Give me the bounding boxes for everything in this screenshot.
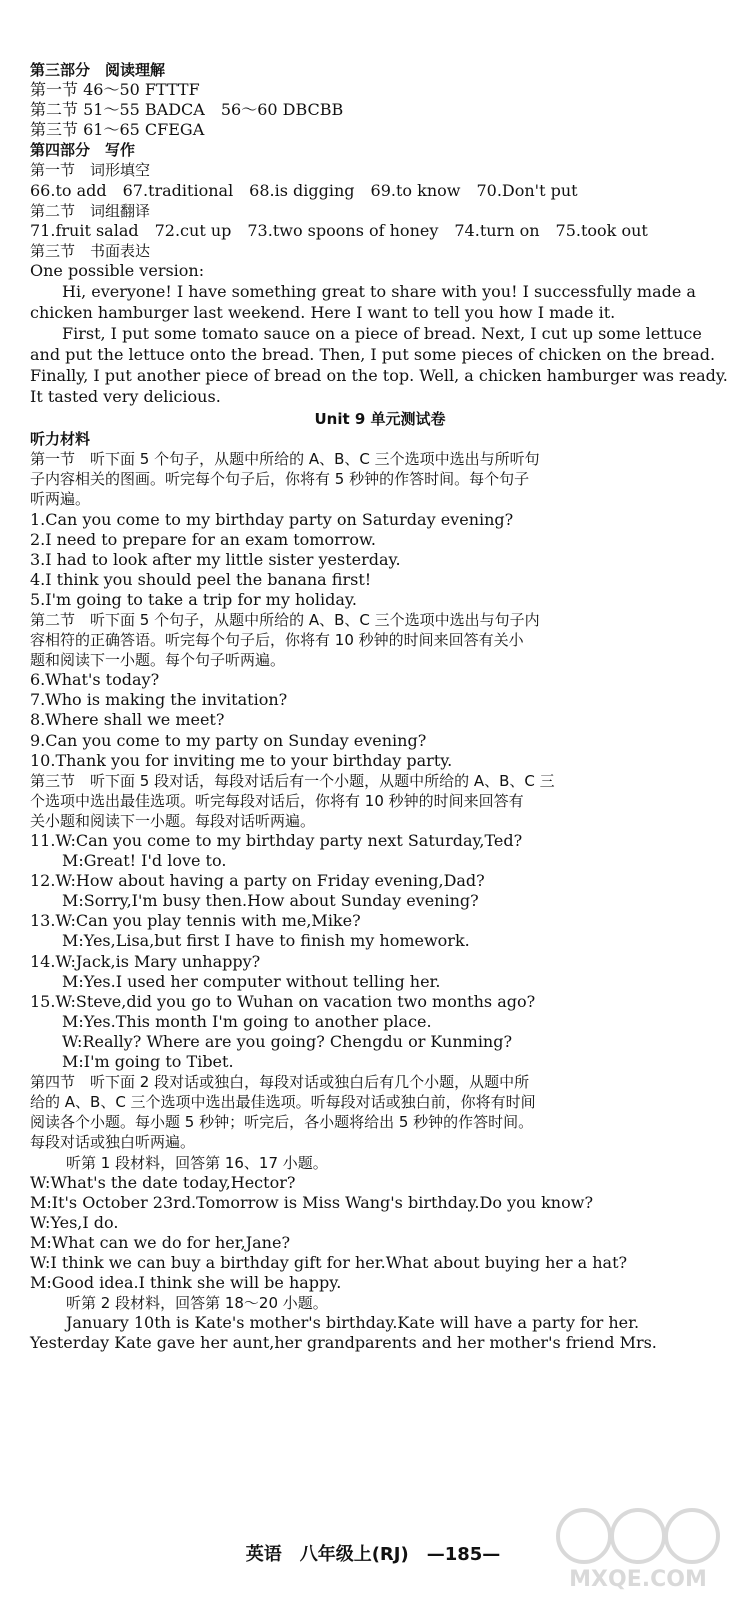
section1-instr-2: 子内容相关的图画。听完每个句子后，你将有 5 秒钟的作答时间。每个句子 <box>30 470 530 489</box>
question-12-m: M:Sorry,I'm busy then.How about Sunday evening? <box>62 891 479 911</box>
section2-instr-2: 容相符的正确答语。听完每个句子后，你将有 10 秒钟的时间来回答有关小 <box>30 631 524 650</box>
page-footer: 英语 八年级上(RJ) —185— <box>245 1544 501 1565</box>
question-5: 5.I'm going to take a trip for my holiday. <box>30 589 357 609</box>
dialogue-line-1: W:What's the date today,Hector? <box>30 1172 296 1192</box>
question-15-m1: M:Yes.This month I'm going to another place. <box>62 1011 432 1031</box>
dialogue-line-6: M:Good idea.I think she will be happy. <box>30 1273 342 1293</box>
dialogue-line-2: M:It's October 23rd.Tomorrow is Miss Wang's birthday.Do you know? <box>30 1192 594 1212</box>
section3-instr-2: 个选项中选出最佳选项。听完每段对话后，你将有 10 秒钟的时间来回答有 <box>30 791 524 810</box>
section2-instr-3: 题和阅读下一小题。每个句子听两遍。 <box>30 651 286 670</box>
question-13-w: 13.W:Can you play tennis with me,Mike? <box>30 911 361 931</box>
section4-instr-1: 第四节 听下面 2 段对话或独白，每段对话或独白后有几个小题，从题中所 <box>30 1073 530 1092</box>
question-9: 9.Can you come to my party on Sunday evening? <box>30 730 427 750</box>
section3-instr-1: 第三节 听下面 5 段对话，每段对话后有一个小题，从题中所给的 A、B、C 三 <box>30 771 555 790</box>
essay-version-label: One possible version: <box>30 260 205 280</box>
dialogue-line-4: M:What can we do for her,Jane? <box>30 1232 291 1252</box>
question-15-w: 15.W:Steve,did you go to Wuhan on vacation two months ago? <box>30 991 536 1011</box>
unit-title: Unit 9 单元测试卷 <box>314 410 446 429</box>
question-7: 7.Who is making the invitation? <box>30 690 288 710</box>
question-14-w: 14.W:Jack,is Mary unhappy? <box>30 951 261 971</box>
section4-instr-2: 给的 A、B、C 三个选项中选出最佳选项。听每段对话或独白前，你将有时间 <box>30 1093 536 1112</box>
watermark-text: MXQE.COM <box>569 1567 707 1592</box>
dialogue-line-5: W:I think we can buy a birthday gift for her.What about buying her a hat? <box>30 1252 628 1272</box>
dialogue-line-3: W:Yes,I do. <box>30 1212 119 1232</box>
part4-sec2-title: 第二节 词组翻译 <box>30 201 151 220</box>
question-6: 6.What's today? <box>30 670 160 690</box>
part3-heading: 第三部分 阅读理解 <box>30 61 166 79</box>
material-2-title: 听第 2 段材料，回答第 18～20 小题。 <box>66 1294 328 1313</box>
essay-paragraph-1: Hi, everyone! I have something great to share with you! I successfully made a chicken hamburger last weekend. Here I want to tell you how I made it. <box>30 282 696 323</box>
part3-sec2: 第二节 51～55 BADCA 56～60 DBCBB <box>30 100 344 120</box>
part4-sec1-title: 第一节 词形填空 <box>30 161 151 180</box>
material-2-line-1: January 10th is Kate's mother's birthday.Kate will have a party for her. <box>66 1313 640 1333</box>
section2-instr-1: 第二节 听下面 5 个句子，从题中所给的 A、B、C 三个选项中选出与句子内 <box>30 610 540 629</box>
material-2-line-2: Yesterday Kate gave her aunt,her grandparents and her mother's friend Mrs. <box>30 1333 657 1353</box>
question-15-w2: W:Really? Where are you going? Chengdu or Kunming? <box>62 1031 513 1051</box>
question-13-m: M:Yes,Lisa,but first I have to finish my homework. <box>62 931 470 951</box>
material-1-title: 听第 1 段材料，回答第 16、17 小题。 <box>66 1153 328 1172</box>
question-15-m2: M:I'm going to Tibet. <box>62 1052 234 1072</box>
part3-sec3: 第三节 61～65 CFEGA <box>30 120 205 140</box>
part4-sec1-answers: 66.to add 67.traditional 68.is digging 69.to know 70.Don't put <box>30 180 578 200</box>
question-10: 10.Thank you for inviting me to your birthday party. <box>30 750 453 770</box>
essay-paragraph-2: First, I put some tomato sauce on a piece of bread. Next, I cut up some lettuce and put the lettuce onto the bread. Then, I put some pieces of chicken on the bread. Finally, I put another piece of bread on the top. Well, a chicken hamburger was ready. It tasted very delicious. <box>30 324 728 407</box>
part3-sec1: 第一节 46～50 FTTTF <box>30 80 200 100</box>
section3-instr-3: 关小题和阅读下一小题。每段对话听两遍。 <box>30 811 316 830</box>
listening-heading: 听力材料 <box>30 430 91 449</box>
section1-instr-3: 听两遍。 <box>30 490 91 509</box>
question-2: 2.I need to prepare for an exam tomorrow. <box>30 529 376 549</box>
question-1: 1.Can you come to my birthday party on Saturday evening? <box>30 509 514 529</box>
part4-heading: 第四部分 写作 <box>30 141 136 160</box>
question-4: 4.I think you should peel the banana first! <box>30 569 372 589</box>
section4-instr-4: 每段对话或独白听两遍。 <box>30 1133 196 1152</box>
part4-sec3-title: 第三节 书面表达 <box>30 241 151 260</box>
question-14-m: M:Yes.I used her computer without telling her. <box>62 971 441 991</box>
question-8: 8.Where shall we meet? <box>30 710 225 730</box>
answer-page <box>30 60 730 1353</box>
section4-instr-3: 阅读各个小题。每小题 5 秒钟；听完后，各小题将给出 5 秒钟的作答时间。 <box>30 1113 534 1132</box>
question-11-w: 11.W:Can you come to my birthday party next Saturday,Ted? <box>30 831 523 850</box>
question-3: 3.I had to look after my little sister yesterday. <box>30 549 401 569</box>
section1-instr-1: 第一节 听下面 5 个句子，从题中所给的 A、B、C 三个选项中选出与所听句 <box>30 450 540 469</box>
question-12-w: 12.W:How about having a party on Friday evening,Dad? <box>30 871 485 891</box>
question-11-m: M:Great! I'd love to. <box>62 851 227 871</box>
part4-sec2-answers: 71.fruit salad 72.cut up 73.two spoons of honey 74.turn on 75.took out <box>30 220 648 240</box>
